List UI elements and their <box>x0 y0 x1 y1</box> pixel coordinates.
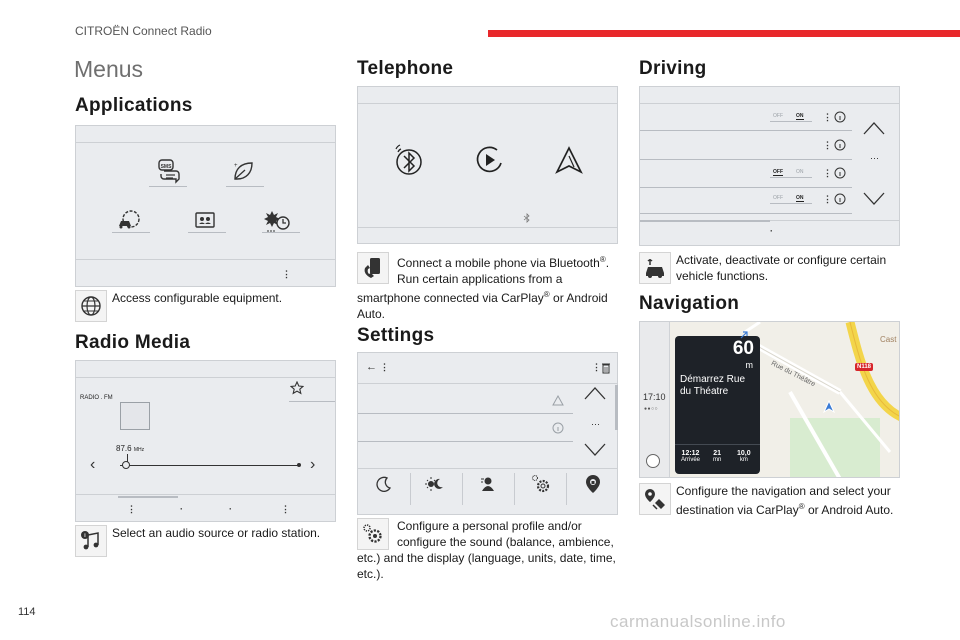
carplay-icon[interactable] <box>475 145 505 180</box>
telephone-screen <box>357 86 618 244</box>
android-auto-icon[interactable] <box>554 145 584 180</box>
radio-source-label: RADIO . FM <box>80 395 113 401</box>
favorite-star-icon[interactable] <box>290 381 304 400</box>
telephone-desc-sup2: ® <box>543 290 550 299</box>
instruction-line-2: du Théatre <box>680 386 729 397</box>
applications-globe-icon <box>75 290 107 322</box>
duration-value: 21 <box>713 450 722 457</box>
remaining-unit: km <box>739 457 748 463</box>
toggle-4-off[interactable]: OFF <box>773 195 783 201</box>
driving-description: Activate, deactivate or configure certain vehicle functions. <box>676 253 887 283</box>
settings-scrollbar[interactable] <box>615 385 618 430</box>
vehicle-position-icon <box>823 400 835 419</box>
telephone-desc-line1: Connect a mobile phone via Bluetooth <box>397 256 600 270</box>
driving-car-icon <box>639 252 671 284</box>
radio-menu-icon[interactable]: ⋮ <box>127 504 136 514</box>
navigation-desc-sup: ® <box>798 502 805 511</box>
eco-leaf-icon[interactable] <box>230 159 256 188</box>
applications-screen <box>75 125 336 287</box>
previous-station-icon[interactable]: ‹ <box>90 456 96 473</box>
place-label: Cast <box>880 335 897 344</box>
svg-text:i: i <box>84 533 86 539</box>
row-4-menu-icon[interactable]: ⋮ <box>823 194 832 204</box>
back-arrow-icon[interactable]: ← <box>366 361 377 373</box>
header-accent-bar <box>488 30 960 37</box>
watermark: carmanualsonline.info <box>610 612 786 631</box>
duration-block <box>713 450 721 463</box>
toggle-3-track <box>770 177 812 178</box>
scroll-down-icon[interactable] <box>583 441 607 462</box>
header-title: CITROËN Connect Radio <box>75 24 212 38</box>
radio-option-icon[interactable]: · <box>180 504 183 514</box>
trash-icon[interactable] <box>601 361 611 379</box>
location-privacy-icon[interactable] <box>582 473 604 500</box>
frequency-slider-track[interactable] <box>120 465 300 466</box>
road-label: Rue du Théâtre <box>769 360 817 389</box>
arrival-block <box>681 450 700 463</box>
svg-text:+: + <box>234 163 238 169</box>
road-badge: N118 <box>857 364 872 370</box>
scroll-position-icon: ··· <box>591 419 600 429</box>
settings-description <box>357 518 617 582</box>
tab-indicator <box>118 496 178 498</box>
driving-screen <box>639 86 900 246</box>
route-arrow-icon <box>740 326 748 344</box>
page-number: 114 <box>18 606 36 618</box>
instruction-text <box>680 374 745 398</box>
settings-gear-icon[interactable] <box>530 473 552 500</box>
night-mode-icon[interactable] <box>375 475 393 498</box>
frequency-value <box>116 444 144 453</box>
telephone-desc-sup: ® <box>599 255 606 264</box>
radio-media-music-icon <box>75 525 107 557</box>
instruction-line-1: Démarrez Rue <box>680 374 746 385</box>
settings-back-menu-icon[interactable]: ⋮ <box>380 362 389 372</box>
arrival-label: Arrivée <box>681 457 701 463</box>
driving-tab-indicator <box>640 220 770 222</box>
toggle-4-on[interactable]: ON <box>796 195 804 201</box>
radio-more-icon[interactable]: ⋮ <box>281 504 290 514</box>
telephone-desc-line1-end: . <box>605 256 610 270</box>
navigation-sidebar <box>640 322 670 478</box>
driving-heading: Driving <box>639 58 707 79</box>
row-4-info-icon[interactable] <box>834 192 846 210</box>
driving-scroll-up-icon[interactable] <box>862 120 886 141</box>
row-2-info-icon[interactable] <box>834 138 846 156</box>
radio-screen <box>75 360 336 522</box>
row-2-menu-icon[interactable]: ⋮ <box>823 140 832 150</box>
climate-timer-icon[interactable] <box>264 208 292 239</box>
toggle-1-on[interactable]: ON <box>796 113 804 119</box>
row-1-menu-icon[interactable]: ⋮ <box>823 112 832 122</box>
brightness-icon[interactable] <box>424 475 444 498</box>
settings-desc-rest: etc.) and the display (language, units, date, time, etc.). <box>357 551 616 581</box>
toggle-3-off[interactable]: OFF <box>773 169 783 175</box>
driving-scroll-down-icon[interactable] <box>862 190 886 211</box>
settings-desc-first: Configure a personal profile and/or configure the sound (balance, ambience, <box>397 519 614 549</box>
driving-bottom-option-icon[interactable]: · <box>770 226 773 236</box>
scroll-up-icon[interactable] <box>583 385 607 406</box>
radio-media-heading: Radio Media <box>75 332 191 353</box>
navigation-signal-icon: ●●○○ <box>644 406 659 412</box>
telephone-heading: Telephone <box>357 58 454 79</box>
distance-value: 60 <box>732 338 754 359</box>
navigation-clock: 17:10 <box>643 392 666 402</box>
next-station-icon[interactable]: › <box>310 456 316 473</box>
bluetooth-icon[interactable] <box>394 143 424 182</box>
driving-scroll-position-icon: ··· <box>870 153 879 163</box>
frequency-number: 87.6 <box>116 444 132 453</box>
svg-text:SMS: SMS <box>160 164 172 170</box>
radio-media-description: Select an audio source or radio station. <box>112 526 321 540</box>
settings-more-icon[interactable]: ⋮ <box>592 362 601 372</box>
toggle-4-track <box>770 203 812 204</box>
profile-icon[interactable] <box>478 475 496 498</box>
navigation-heading: Navigation <box>639 293 740 314</box>
row-1-info-icon[interactable] <box>834 110 846 128</box>
more-options-icon[interactable]: ⋮ <box>282 269 291 279</box>
duration-unit: mn <box>713 457 722 463</box>
sms-icon[interactable] <box>156 158 182 189</box>
settings-screen <box>357 352 618 515</box>
arrival-time: 12:12 <box>681 450 700 457</box>
navigation-desc-end: or Android Auto. <box>804 503 894 517</box>
applications-description: Access configurable equipment. <box>112 291 283 305</box>
navigation-description <box>639 483 899 518</box>
frequency-unit: MHz <box>133 447 145 453</box>
bluetooth-status-icon <box>523 210 531 228</box>
remaining-block <box>737 450 751 463</box>
toggle-1-off[interactable]: OFF <box>773 113 783 119</box>
frequency-slider-thumb[interactable] <box>122 461 130 469</box>
info-icon <box>552 421 564 439</box>
navigation-screen <box>639 321 900 478</box>
row-3-info-icon[interactable] <box>834 166 846 184</box>
applications-heading: Applications <box>75 95 193 116</box>
navigation-desc-first: Configure the navigation and select your destination via CarPlay <box>676 484 891 517</box>
toggle-1-track <box>770 121 812 122</box>
menus-title: Menus <box>74 56 144 82</box>
telephone-desc-rest: Run certain applications from a smartphone connected via CarPlay <box>357 272 563 305</box>
warning-icon <box>552 393 564 411</box>
settings-heading: Settings <box>357 325 435 346</box>
radio-option2-icon[interactable]: · <box>229 504 232 514</box>
telephone-description <box>357 252 617 322</box>
row-3-menu-icon[interactable]: ⋮ <box>823 168 832 178</box>
frequency-slider-end <box>297 463 301 467</box>
home-button[interactable] <box>646 454 660 468</box>
telephone-desc-end: or Android Auto. <box>357 291 608 321</box>
remaining-value: 10,0 <box>737 450 751 457</box>
toggle-3-on[interactable]: ON <box>796 169 804 175</box>
station-artwork <box>120 402 150 430</box>
distance-unit: m <box>745 360 753 370</box>
instruction-card <box>675 336 760 474</box>
